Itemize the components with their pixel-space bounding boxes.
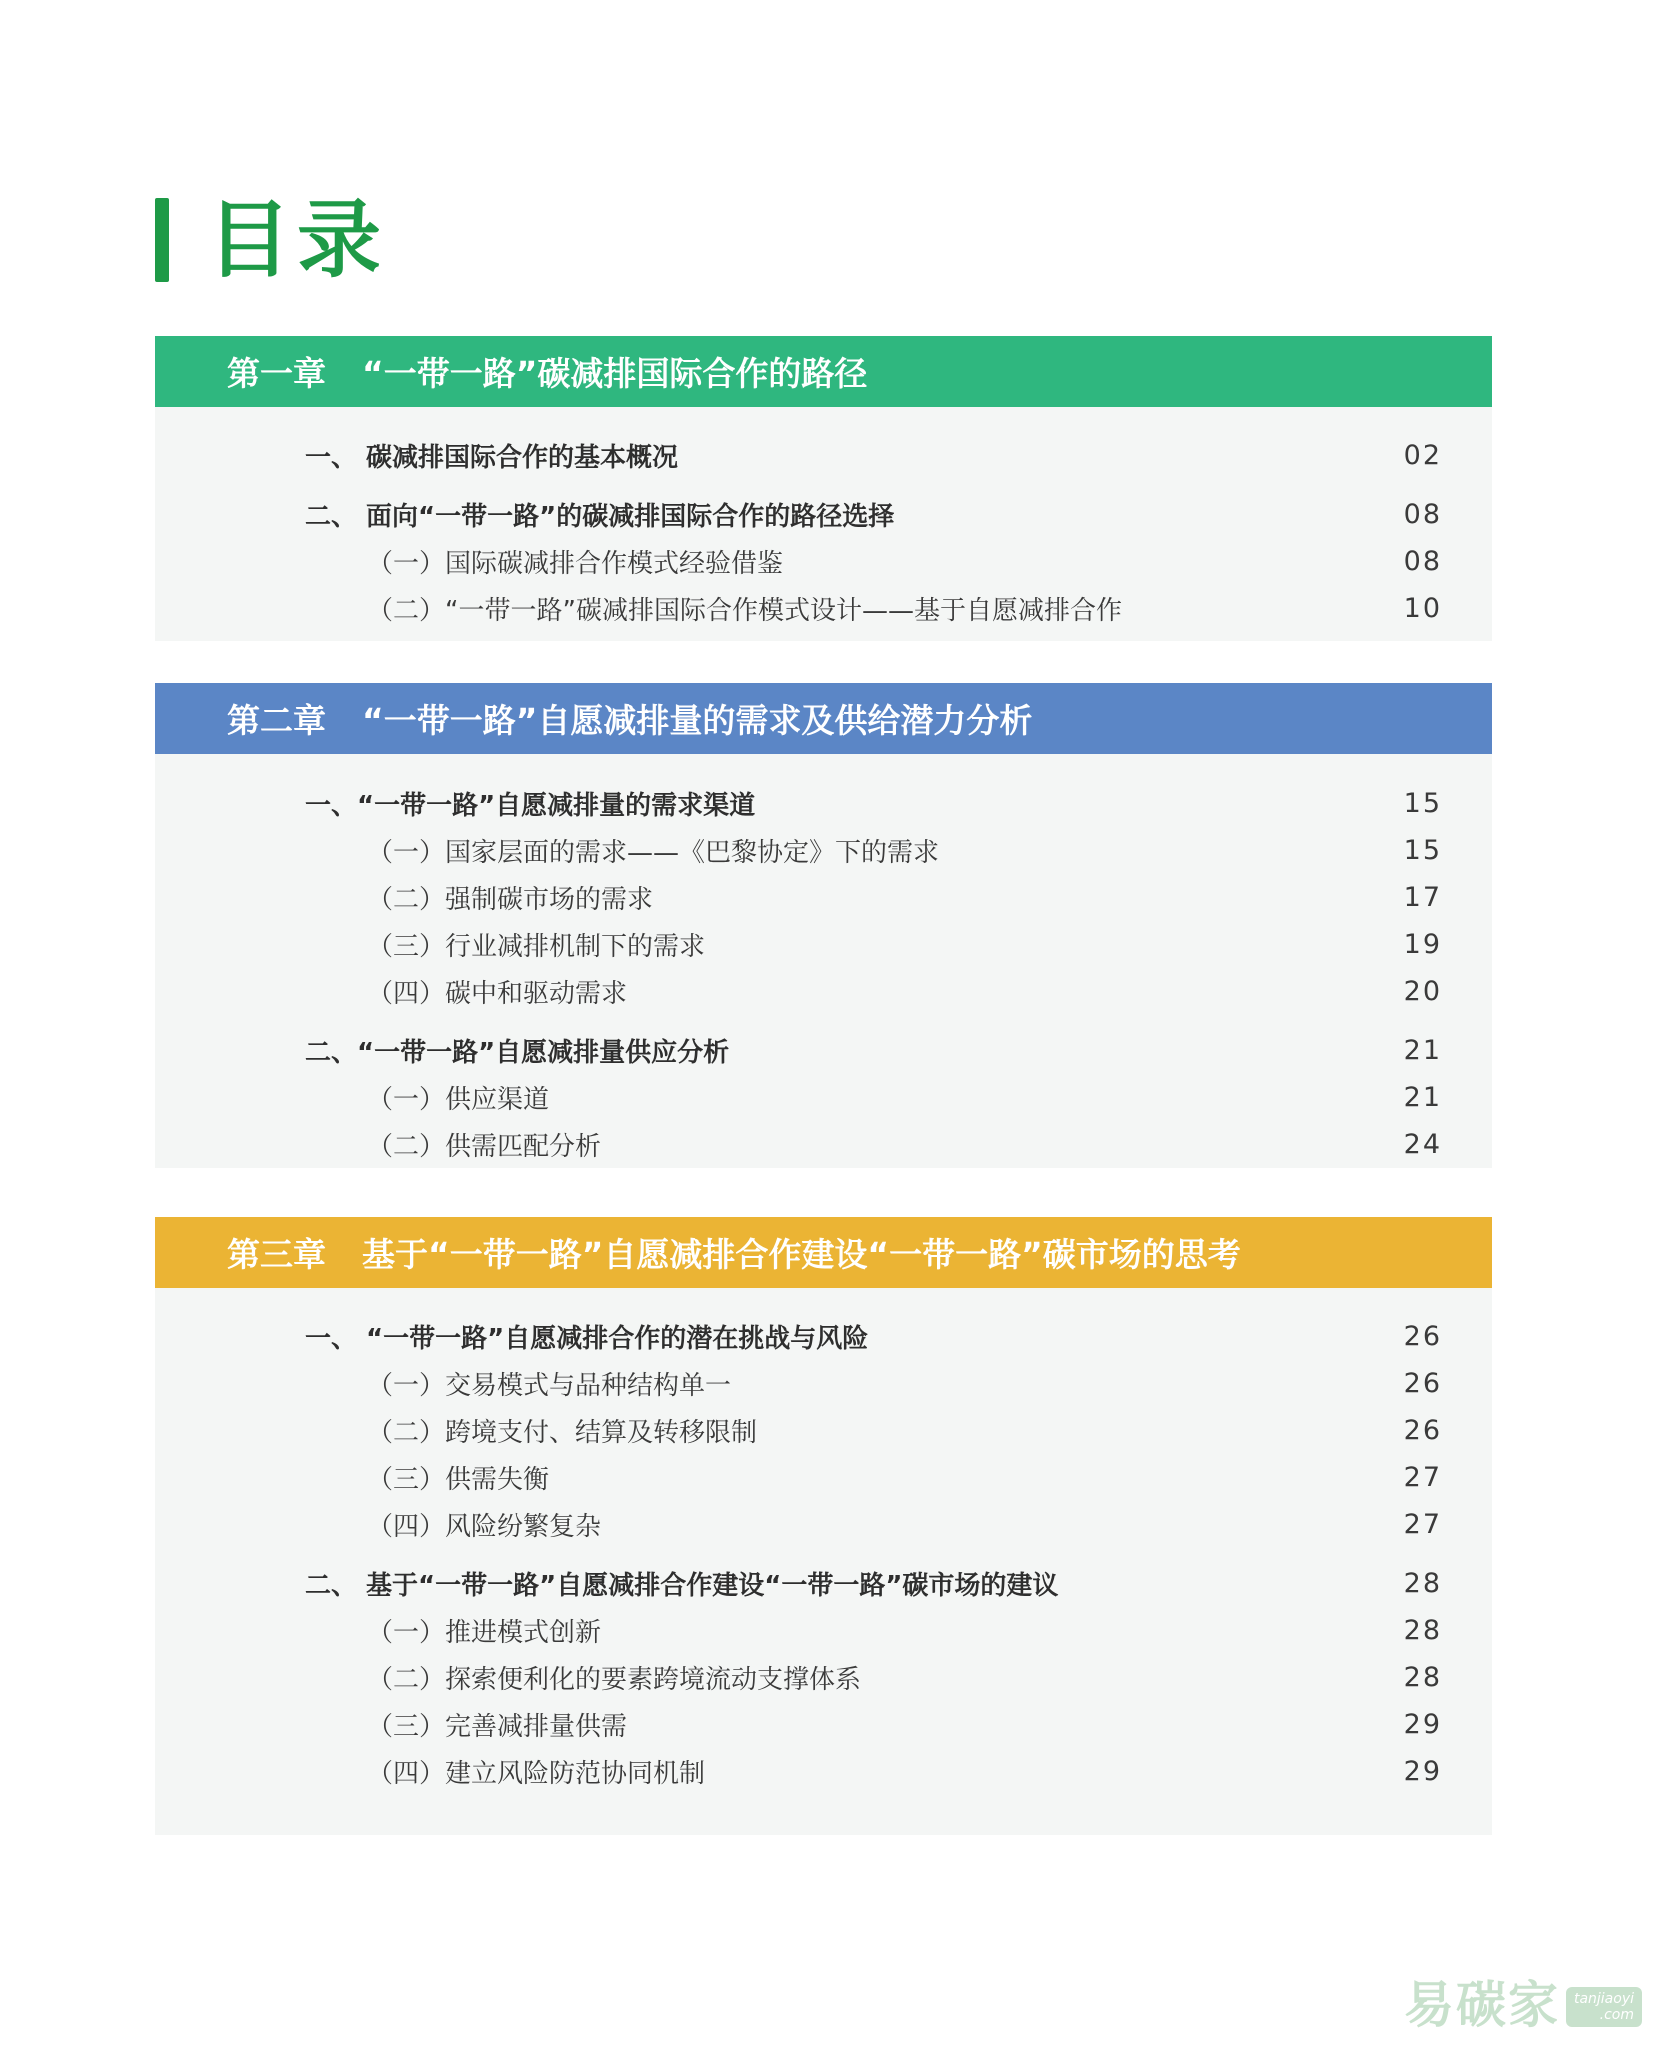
watermark-logo (1404, 1977, 1642, 2033)
toc-entry[interactable] (155, 1504, 1492, 1544)
entry-page-number: 26 (1403, 1414, 1442, 1446)
watermark-badge (1566, 1987, 1642, 2027)
entry-label: 一、“一带一路”自愿减排量的需求渠道 (305, 790, 756, 821)
entry-page-number: 27 (1403, 1461, 1442, 1493)
chapter-2-section (155, 683, 1492, 1168)
toc-entry[interactable] (155, 1704, 1492, 1744)
toc-entry[interactable] (155, 588, 1492, 628)
watermark-suffix: .com (1599, 2007, 1634, 2023)
entry-label: （一）推进模式创新 (367, 1617, 602, 1648)
entry-page-number: 21 (1403, 1034, 1442, 1066)
toc-entry[interactable] (155, 971, 1492, 1011)
entry-page-number: 21 (1403, 1081, 1442, 1113)
toc-entry[interactable] (155, 1657, 1492, 1697)
entry-page-number: 02 (1403, 439, 1442, 471)
chapter-1-section (155, 336, 1492, 641)
entry-page-number: 28 (1403, 1614, 1442, 1646)
entry-page-number: 17 (1403, 881, 1442, 913)
toc-entry[interactable] (155, 494, 1492, 534)
chapter-3-section (155, 1217, 1492, 1835)
entry-page-number: 26 (1403, 1367, 1442, 1399)
entry-label: （三）行业减排机制下的需求 (367, 931, 706, 962)
chapter-1-number: 第一章 (227, 354, 326, 393)
entry-page-number: 19 (1403, 928, 1442, 960)
chapter-1-title: “一带一路”碳减排国际合作的路径 (362, 354, 868, 393)
entry-page-number: 15 (1403, 834, 1442, 866)
entry-label: （一）国际碳减排合作模式经验借鉴 (367, 548, 784, 579)
entry-label: 二、 面向“一带一路”的碳减排国际合作的路径选择 (305, 501, 895, 532)
toc-entry[interactable] (155, 877, 1492, 917)
entry-label: （二）供需匹配分析 (367, 1131, 602, 1162)
chapter-1-header[interactable] (155, 336, 1492, 407)
entry-label: （一）交易模式与品种结构单一 (367, 1370, 732, 1401)
toc-entry[interactable] (155, 1030, 1492, 1070)
toc-entry[interactable] (155, 1124, 1492, 1164)
chapter-3-header[interactable] (155, 1217, 1492, 1288)
entry-label: （二）探索便利化的要素跨境流动支撑体系 (367, 1664, 862, 1695)
entry-page-number: 08 (1403, 498, 1442, 530)
entry-label: （一）国家层面的需求——《巴黎协定》下的需求 (367, 837, 940, 868)
chapter-2-header[interactable] (155, 683, 1492, 754)
entry-label: （二）强制碳市场的需求 (367, 884, 654, 915)
toc-entry[interactable] (155, 1077, 1492, 1117)
entry-page-number: 10 (1403, 592, 1442, 624)
entry-page-number: 08 (1403, 545, 1442, 577)
entry-page-number: 29 (1403, 1708, 1442, 1740)
entry-label: （四）建立风险防范协同机制 (367, 1758, 706, 1789)
entry-label: （三）完善减排量供需 (367, 1711, 628, 1742)
toc-heading (155, 191, 388, 289)
page-title: 目录 (207, 191, 388, 289)
toc-entry[interactable] (155, 541, 1492, 581)
entry-label: （三）供需失衡 (367, 1464, 550, 1495)
title-accent-bar (155, 198, 169, 282)
entry-label: （四）风险纷繁复杂 (367, 1511, 602, 1542)
entry-label: 一、 碳减排国际合作的基本概况 (305, 442, 679, 473)
entry-page-number: 29 (1403, 1755, 1442, 1787)
toc-entry[interactable] (155, 830, 1492, 870)
entry-label: 二、“一带一路”自愿减排量供应分析 (305, 1037, 730, 1068)
watermark-domain: tanjiaoyi (1573, 1991, 1634, 2007)
toc-entry[interactable] (155, 783, 1492, 823)
entry-page-number: 28 (1403, 1567, 1442, 1599)
toc-entry[interactable] (155, 435, 1492, 475)
entry-page-number: 20 (1403, 975, 1442, 1007)
toc-entry[interactable] (155, 1316, 1492, 1356)
entry-label: 一、 “一带一路”自愿减排合作的潜在挑战与风险 (305, 1323, 869, 1354)
entry-label: （一）供应渠道 (367, 1084, 550, 1115)
toc-entry[interactable] (155, 1410, 1492, 1450)
chapter-2-number: 第二章 (227, 701, 326, 740)
entry-page-number: 24 (1403, 1128, 1442, 1160)
toc-entry[interactable] (155, 924, 1492, 964)
toc-entry[interactable] (155, 1457, 1492, 1497)
chapter-3-number: 第三章 (227, 1235, 326, 1274)
chapter-3-title: 基于“一带一路”自愿减排合作建设“一带一路”碳市场的思考 (362, 1235, 1241, 1274)
entry-page-number: 26 (1403, 1320, 1442, 1352)
toc-entry[interactable] (155, 1751, 1492, 1791)
chapter-2-title: “一带一路”自愿减排量的需求及供给潜力分析 (362, 701, 1033, 740)
entry-page-number: 28 (1403, 1661, 1442, 1693)
toc-entry[interactable] (155, 1563, 1492, 1603)
entry-label: （四）碳中和驱动需求 (367, 978, 628, 1009)
entry-label: 二、 基于“一带一路”自愿减排合作建设“一带一路”碳市场的建议 (305, 1570, 1059, 1601)
toc-entry[interactable] (155, 1363, 1492, 1403)
entry-label: （二）跨境支付、结算及转移限制 (367, 1417, 758, 1448)
entry-label: （二）“一带一路”碳减排国际合作模式设计——基于自愿减排合作 (367, 595, 1122, 626)
watermark-text: 易碳家 (1403, 1976, 1560, 2034)
toc-entry[interactable] (155, 1610, 1492, 1650)
entry-page-number: 27 (1403, 1508, 1442, 1540)
entry-page-number: 15 (1403, 787, 1442, 819)
